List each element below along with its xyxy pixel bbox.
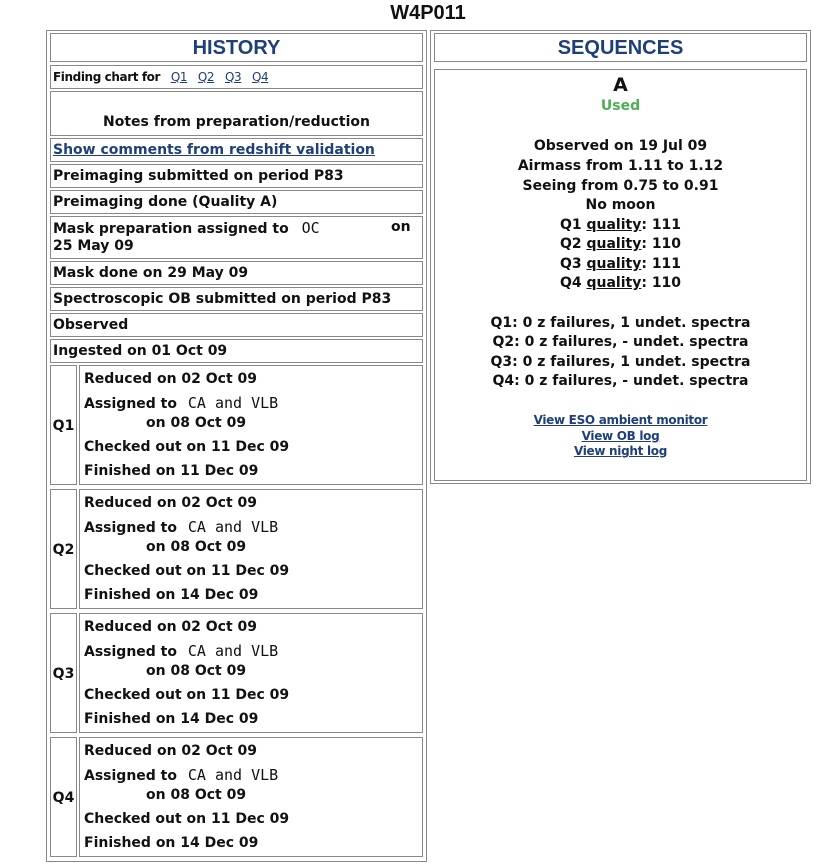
moon: No moon bbox=[585, 197, 656, 213]
notes-title: Notes from preparation/reduction bbox=[103, 114, 370, 130]
quadrant-details bbox=[79, 489, 423, 609]
checked-out-date: Checked out on 11 Dec 09 bbox=[84, 439, 290, 455]
quadrant-label: Q3 bbox=[50, 613, 77, 733]
quality-quadrant: Q3 bbox=[559, 256, 582, 272]
observed-on: Observed on 19 Jul 09 bbox=[533, 138, 708, 154]
mask-prep-on: on bbox=[391, 219, 411, 235]
reduced-date: Reduced on 02 Oct 09 bbox=[84, 495, 258, 511]
quality-value: : 111 bbox=[641, 256, 682, 272]
finding-chart-label: Finding chart for bbox=[53, 70, 161, 84]
spectroscopic-ob: Spectroscopic OB submitted on period P83 bbox=[50, 287, 423, 311]
page-title: W4P011 bbox=[390, 2, 466, 24]
sequence-name: A bbox=[613, 74, 628, 96]
finished-date: Finished on 14 Dec 09 bbox=[84, 835, 259, 851]
finished-date: Finished on 11 Dec 09 bbox=[84, 463, 259, 479]
eso-ambient-monitor-link[interactable]: View ESO ambient monitor bbox=[533, 413, 708, 427]
assigned-prefix: Assigned to bbox=[84, 396, 177, 412]
assignees: CA and VLB bbox=[187, 642, 279, 660]
ob-log-link[interactable]: View OB log bbox=[581, 429, 660, 443]
night-log-link[interactable]: View night log bbox=[573, 444, 668, 458]
quality-row-q3 bbox=[435, 256, 806, 272]
quality-link[interactable]: quality bbox=[586, 236, 642, 252]
quadrant-q1 bbox=[50, 365, 423, 485]
checked-out-date: Checked out on 11 Dec 09 bbox=[84, 811, 290, 827]
show-comments-link[interactable]: Show comments from redshift validation bbox=[53, 142, 375, 158]
assigned-prefix: Assigned to bbox=[84, 768, 177, 784]
failures-q2: Q2: 0 z failures, - undet. spectra bbox=[492, 334, 749, 350]
failures-q4: Q4: 0 z failures, - undet. spectra bbox=[492, 373, 749, 389]
quality-link[interactable]: quality bbox=[586, 217, 642, 233]
mask-prep-assignee: OC bbox=[301, 219, 320, 237]
quadrant-details bbox=[79, 365, 423, 485]
assignees: CA and VLB bbox=[187, 394, 279, 412]
reduced-date: Reduced on 02 Oct 09 bbox=[84, 371, 258, 387]
airmass: Airmass from 1.11 to 1.12 bbox=[517, 158, 724, 174]
seeing: Seeing from 0.75 to 0.91 bbox=[522, 178, 719, 194]
quality-value: : 111 bbox=[641, 217, 682, 233]
assigned-prefix: Assigned to bbox=[84, 644, 177, 660]
mask-prep-prefix: Mask preparation assigned to bbox=[53, 221, 289, 237]
observed-row: Observed bbox=[50, 313, 423, 337]
quality-value: : 110 bbox=[641, 236, 682, 252]
finding-chart-link-q2[interactable]: Q2 bbox=[197, 70, 215, 84]
quadrant-label: Q4 bbox=[50, 737, 77, 857]
quadrant-label: Q2 bbox=[50, 489, 77, 609]
reduced-date: Reduced on 02 Oct 09 bbox=[84, 743, 258, 759]
finding-chart-link-q3[interactable]: Q3 bbox=[224, 70, 242, 84]
assigned-prefix: Assigned to bbox=[84, 520, 177, 536]
show-comments-row bbox=[50, 138, 423, 162]
finished-date: Finished on 14 Dec 09 bbox=[84, 711, 259, 727]
ingested-row: Ingested on 01 Oct 09 bbox=[50, 339, 423, 363]
assigned-date: on 08 Oct 09 bbox=[146, 415, 247, 431]
quality-quadrant: Q2 bbox=[559, 236, 582, 252]
failures-q3: Q3: 0 z failures, 1 undet. spectra bbox=[490, 354, 751, 370]
mask-preparation bbox=[50, 216, 423, 259]
quality-link[interactable]: quality bbox=[586, 275, 642, 291]
notes-section bbox=[50, 91, 423, 136]
quadrant-details bbox=[79, 613, 423, 733]
finding-chart-link-q1[interactable]: Q1 bbox=[170, 70, 188, 84]
preimaging-submitted: Preimaging submitted on period P83 bbox=[50, 164, 423, 188]
assigned-date: on 08 Oct 09 bbox=[146, 539, 247, 555]
assigned-date: on 08 Oct 09 bbox=[146, 663, 247, 679]
mask-done: Mask done on 29 May 09 bbox=[50, 261, 423, 285]
checked-out-date: Checked out on 11 Dec 09 bbox=[84, 687, 290, 703]
sequences-heading: SEQUENCES bbox=[434, 33, 807, 62]
quality-value: : 110 bbox=[641, 275, 682, 291]
quadrant-label: Q1 bbox=[50, 365, 77, 485]
sequence-a-box bbox=[434, 69, 807, 481]
sequences-panel bbox=[430, 30, 811, 484]
mask-prep-date: 25 May 09 bbox=[53, 238, 134, 254]
quadrant-q4 bbox=[50, 737, 423, 857]
quality-link[interactable]: quality bbox=[586, 256, 642, 272]
checked-out-date: Checked out on 11 Dec 09 bbox=[84, 563, 290, 579]
quadrant-q2 bbox=[50, 489, 423, 609]
finished-date: Finished on 14 Dec 09 bbox=[84, 587, 259, 603]
history-panel bbox=[46, 30, 427, 862]
history-heading: HISTORY bbox=[50, 33, 423, 62]
quality-row-q2 bbox=[435, 236, 806, 252]
assigned-date: on 08 Oct 09 bbox=[146, 787, 247, 803]
failures-q1: Q1: 0 z failures, 1 undet. spectra bbox=[490, 315, 751, 331]
preimaging-done: Preimaging done (Quality A) bbox=[50, 190, 423, 214]
quadrant-details bbox=[79, 737, 423, 857]
reduced-date: Reduced on 02 Oct 09 bbox=[84, 619, 258, 635]
quality-quadrant: Q1 bbox=[559, 217, 582, 233]
finding-chart-row bbox=[50, 65, 423, 89]
finding-chart-link-q4[interactable]: Q4 bbox=[252, 70, 269, 84]
assignees: CA and VLB bbox=[187, 766, 279, 784]
quadrant-q3 bbox=[50, 613, 423, 733]
sequence-status: Used bbox=[600, 98, 641, 114]
assignees: CA and VLB bbox=[187, 518, 279, 536]
quality-row-q4 bbox=[435, 275, 806, 291]
quality-quadrant: Q4 bbox=[559, 275, 582, 291]
quality-row-q1 bbox=[435, 217, 806, 233]
